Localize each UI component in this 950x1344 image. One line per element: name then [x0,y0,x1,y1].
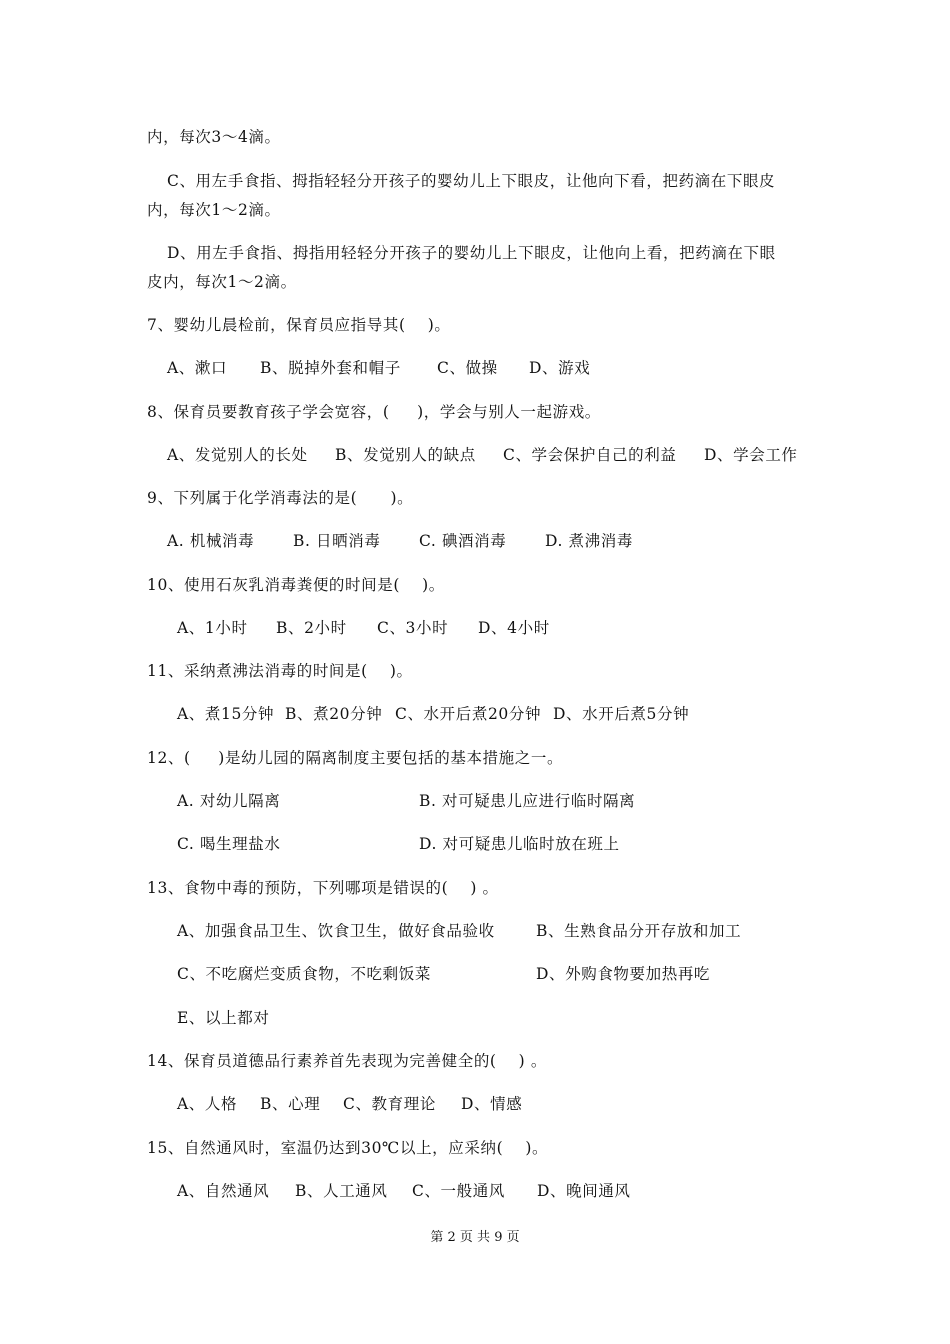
q13-stem: 13、食物中毒的预防，下列哪项是错误的( ) 。 [147,879,499,897]
q14-option-a: A、人格 [177,1095,238,1113]
q6-option-d-line1: D、用左手食指、拇指用轻轻分开孩子的婴幼儿上下眼皮，让他向上看，把药滴在下眼 [167,244,776,262]
q14-option-b: B、心理 [260,1095,321,1113]
q8-option-d: D、学会工作 [704,446,798,464]
q12-option-a: A. 对幼儿隔离 [177,792,281,810]
q8-stem: 8、保育员要教育孩子学会宽容，( )，学会与别人一起游戏。 [147,403,601,421]
q11-option-b: B、煮20分钟 [285,705,383,723]
q8-option-a: A、发觉别人的长处 [167,446,308,464]
q10-option-b: B、2小时 [276,619,347,637]
q15-stem: 15、自然通风时，室温仍达到30℃以上，应采纳( )。 [147,1139,549,1157]
q13-option-c: C、不吃腐烂变质食物，不吃剩饭菜 [177,965,431,983]
q12-option-b: B. 对可疑患儿应进行临时隔离 [419,792,636,810]
q8-option-b: B、发觉别人的缺点 [335,446,476,464]
q15-option-d: D、晚间通风 [537,1182,631,1200]
q14-option-d: D、情感 [461,1095,523,1113]
q11-option-c: C、水开后煮20分钟 [395,705,542,723]
q12-option-d: D. 对可疑患儿临时放在班上 [419,835,620,853]
q6-option-c-line2: 内，每次1～2滴。 [147,201,281,219]
q9-option-c: C. 碘酒消毒 [419,532,507,550]
q7-stem: 7、婴幼儿晨检前，保育员应指导其( )。 [147,316,451,334]
q12-stem: 12、( )是幼儿园的隔离制度主要包括的基本措施之一。 [147,749,564,767]
q7-option-c: C、做操 [437,359,498,377]
q15-option-a: A、自然通风 [177,1182,270,1200]
q6-option-d-line2: 皮内，每次1～2滴。 [147,273,297,291]
q13-option-d: D、外购食物要加热再吃 [536,965,711,983]
q7-option-d: D、游戏 [529,359,591,377]
page-footer: 第 2 页 共 9 页 [430,1230,520,1245]
q10-option-c: C、3小时 [377,619,449,637]
q13-option-a: A、加强食品卫生、饮食卫生，做好食品验收 [177,922,495,940]
q10-option-d: D、4小时 [478,619,550,637]
q9-option-a: A. 机械消毒 [167,532,255,550]
q14-stem: 14、保育员道德品行素养首先表现为完善健全的( ) 。 [147,1052,547,1070]
q15-option-c: C、一般通风 [412,1182,505,1200]
q9-option-d: D. 煮沸消毒 [545,532,633,550]
q11-option-a: A、煮15分钟 [177,705,275,723]
q10-option-a: A、1小时 [177,619,248,637]
q13-option-e: E、以上都对 [177,1009,270,1027]
q9-stem: 9、下列属于化学消毒法的是( )。 [147,489,414,507]
q6-option-b-continuation: 内，每次3～4滴。 [147,128,281,146]
q7-option-b: B、脱掉外套和帽子 [260,359,401,377]
q8-option-c: C、学会保护自己的利益 [503,446,677,464]
q12-option-c: C. 喝生理盐水 [177,835,281,853]
q6-option-c-line1: C、用左手食指、拇指轻轻分开孩子的婴幼儿上下眼皮，让他向下看，把药滴在下眼皮 [167,172,776,190]
q14-option-c: C、教育理论 [343,1095,436,1113]
q11-stem: 11、采纳煮沸法消毒的时间是( )。 [147,662,413,680]
q15-option-b: B、人工通风 [295,1182,388,1200]
q13-option-b: B、生熟食品分开存放和加工 [536,922,742,940]
q9-option-b: B. 日晒消毒 [293,532,381,550]
q11-option-d: D、水开后煮5分钟 [553,705,690,723]
q7-option-a: A、漱口 [167,359,228,377]
q10-stem: 10、使用石灰乳消毒粪便的时间是( )。 [147,576,445,594]
